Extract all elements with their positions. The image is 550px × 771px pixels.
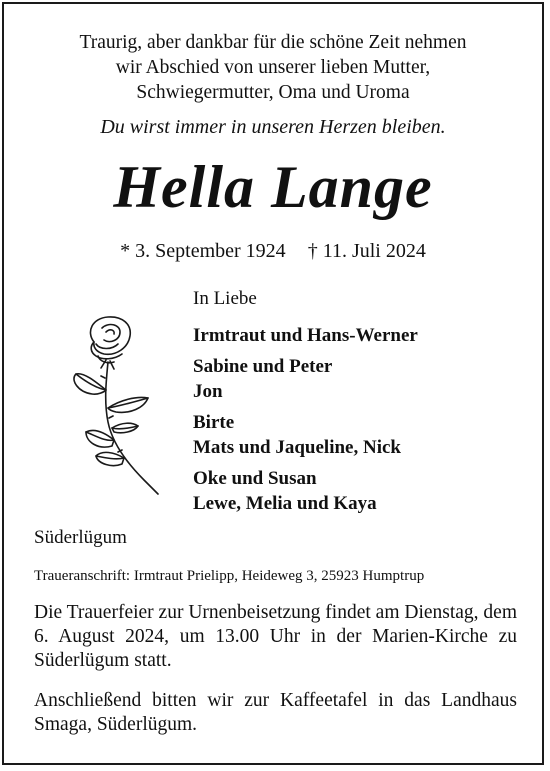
in-liebe-label: In Liebe xyxy=(193,288,257,309)
mourner-line: Sabine und Peter xyxy=(193,356,333,377)
mourner-group xyxy=(193,354,418,404)
mourner-line: Mats und Jaqueline, Nick xyxy=(193,437,401,458)
rose-icon xyxy=(56,312,166,498)
mourner-line: Lewe, Melia und Kaya xyxy=(193,493,377,514)
intro-line: Schwiegermutter, Oma und Uroma xyxy=(136,82,410,103)
mourner-group xyxy=(193,410,418,460)
mourner-group xyxy=(193,466,418,516)
mourner-group xyxy=(193,323,418,348)
death-date: † 11. Juli 2024 xyxy=(307,240,426,262)
reception-info-paragraph: Anschließend bitten wir zur Kaffeetafel in das Landhaus Smaga, Süderlügum. xyxy=(34,690,517,735)
mourner-line: Oke und Susan xyxy=(193,468,317,489)
mourners-list xyxy=(193,323,418,522)
birth-date: * 3. September 1924 xyxy=(120,240,286,262)
place-name: Süderlügum xyxy=(34,527,127,548)
mourner-line: Jon xyxy=(193,381,223,402)
motto: Du wirst immer in unseren Herzen bleiben. xyxy=(100,116,446,138)
deceased-name: Hella Lange xyxy=(113,154,433,220)
mourning-address: Traueranschrift: Irmtraut Prielipp, Heideweg 3, 25923 Humptrup xyxy=(34,568,425,584)
funeral-info-paragraph: Die Trauerfeier zur Urnenbeisetzung findet am Dienstag, dem 6. August 2024, um 13.00 Uhr in der Marien-Kirche zu Süderlügum statt. xyxy=(34,602,518,671)
intro-line: Traurig, aber dankbar für die schöne Zeit nehmen xyxy=(79,32,467,53)
mourner-line: Irmtraut und Hans-Werner xyxy=(193,325,418,346)
intro-line: wir Abschied von unserer lieben Mutter, xyxy=(115,57,431,78)
mourner-line: Birte xyxy=(193,412,235,433)
life-dates xyxy=(0,240,546,263)
intro-text xyxy=(0,30,546,105)
